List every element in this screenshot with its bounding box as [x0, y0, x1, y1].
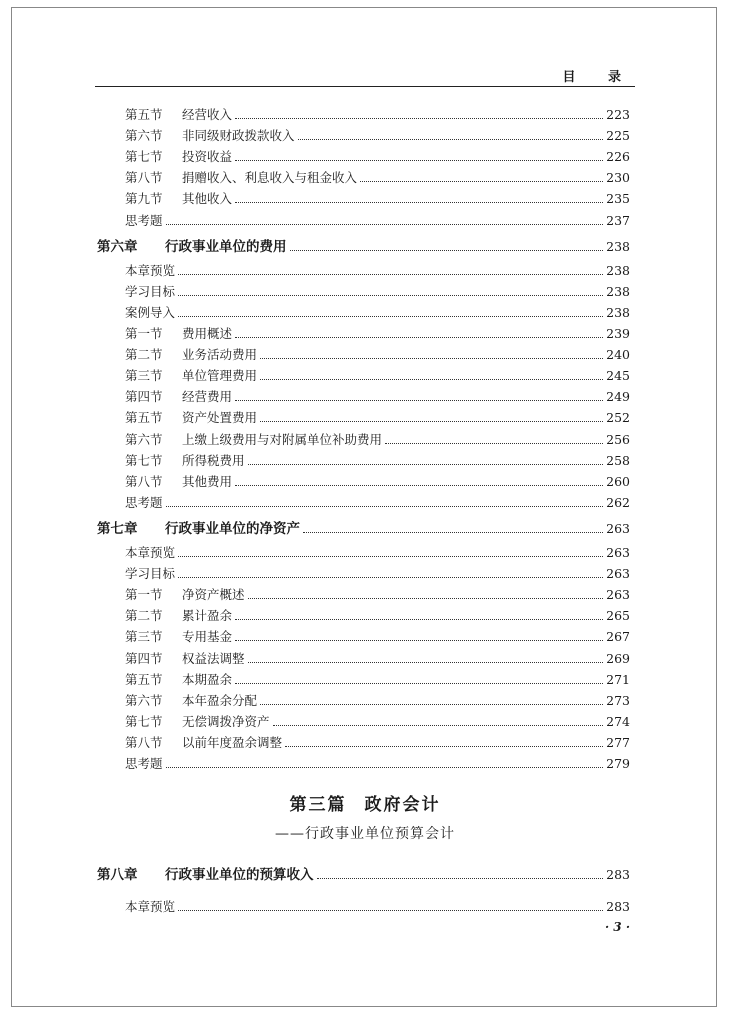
toc-dot-leader — [303, 532, 603, 533]
toc-entry-title: 其他费用 — [182, 473, 233, 489]
toc-chapter-row[interactable] — [97, 235, 630, 255]
toc-section-row[interactable] — [125, 670, 630, 688]
toc-entry-title: 以前年度盈余调整 — [182, 734, 283, 750]
toc-entry-page: 249 — [606, 389, 630, 405]
toc-entry-page: 238 — [606, 238, 630, 254]
toc-section-row[interactable] — [125, 451, 630, 469]
toc-entry-number: 第六章 — [97, 238, 138, 255]
header-rule — [95, 86, 635, 87]
toc-entry-number: 第九节 — [125, 191, 163, 207]
toc-entry-title: 本期盈余 — [182, 671, 233, 687]
toc-dot-leader — [178, 556, 603, 557]
toc-section-row[interactable] — [125, 345, 630, 363]
toc-entry-number: 第四节 — [125, 389, 163, 405]
toc-entry-title: 非同级财政拨款收入 — [182, 128, 295, 144]
toc-entry-title: 专用基金 — [182, 629, 233, 645]
toc-dot-leader — [235, 202, 603, 203]
toc-section-row[interactable] — [125, 472, 630, 490]
toc-dot-leader — [166, 506, 604, 507]
toc-entry-number: 第六节 — [125, 128, 163, 144]
toc-entry-page: 263 — [606, 566, 630, 582]
toc-section-row[interactable] — [125, 712, 630, 730]
toc-entry-title: 净资产概述 — [182, 587, 245, 603]
toc-entry-number: 第四节 — [125, 650, 163, 666]
toc-dot-leader — [235, 337, 603, 338]
toc-entry-number: 第八节 — [125, 734, 163, 750]
page-number: · 3 · — [604, 920, 630, 934]
toc-entry-page: 238 — [606, 304, 630, 320]
toc-entry-number: 第八节 — [125, 473, 163, 489]
toc-entry-title: 本章预览 — [125, 262, 176, 278]
toc-entry-page: 230 — [606, 170, 630, 186]
toc-entry-page: 279 — [606, 756, 630, 771]
toc-entry-title: 本年盈余分配 — [182, 692, 258, 708]
toc-entry-title: 权益法调整 — [182, 650, 245, 666]
toc-entry-title: 经营费用 — [182, 389, 233, 405]
toc-entry-title: 单位管理费用 — [182, 368, 258, 384]
toc-entry-page: 226 — [606, 149, 630, 165]
toc-entry-title: 经营收入 — [182, 107, 233, 122]
toc-section-row[interactable] — [125, 606, 630, 624]
toc-section-row[interactable] — [125, 303, 630, 321]
toc-entry-number: 第三节 — [125, 368, 163, 384]
toc-dot-leader — [248, 464, 604, 465]
toc-entry-page: 240 — [606, 347, 630, 363]
toc-entry-page: 237 — [606, 212, 630, 228]
toc-section-row[interactable] — [125, 324, 630, 342]
toc-entry-title: 本章预览 — [125, 545, 176, 560]
toc-section-row[interactable] — [125, 126, 630, 144]
toc-entry-title: 资产处置费用 — [182, 410, 258, 426]
toc-section-row[interactable] — [125, 211, 630, 229]
toc-entry-title: 其他收入 — [182, 191, 233, 207]
toc-section-row[interactable] — [125, 897, 630, 915]
toc-entry-page: 263 — [606, 587, 630, 603]
toc-section-row[interactable] — [125, 430, 630, 448]
toc-section-row[interactable] — [125, 585, 630, 603]
toc-section-row[interactable] — [125, 649, 630, 667]
toc-dot-leader — [178, 274, 603, 275]
toc-entry-page: 260 — [606, 473, 630, 489]
toc-dot-leader — [385, 443, 603, 444]
toc-entry-page: 263 — [606, 545, 630, 560]
toc-entry-page: 252 — [606, 410, 630, 426]
toc-entry-number: 第一节 — [125, 326, 163, 341]
toc-dot-leader — [290, 250, 604, 251]
toc-entry-number: 第五节 — [125, 671, 163, 687]
toc-entry-page: 277 — [606, 734, 630, 750]
toc-entry-number: 第二节 — [125, 608, 163, 624]
toc-entry-title: 学习目标 — [125, 283, 176, 299]
toc-entry-number: 第七节 — [125, 149, 163, 165]
toc-chapter-row[interactable] — [97, 517, 630, 537]
toc-dot-leader — [166, 767, 604, 768]
toc-entry-title: 捐赠收入、利息收入与租金收入 — [182, 170, 358, 186]
toc-dot-leader — [285, 746, 603, 747]
toc-entry-page: 238 — [606, 262, 630, 278]
toc-dot-leader — [178, 577, 603, 578]
toc-dot-leader — [260, 421, 603, 422]
toc-entry-title: 累计盈余 — [182, 608, 233, 624]
toc-dot-leader — [260, 358, 603, 359]
toc-section-row[interactable] — [125, 387, 630, 405]
toc-entry-number: 第八章 — [97, 867, 138, 883]
toc-entry-title: 无偿调拨净资产 — [182, 713, 270, 729]
toc-dot-leader — [298, 139, 604, 140]
toc-section-row[interactable] — [125, 189, 630, 207]
toc-entry-page: 225 — [606, 128, 630, 144]
toc-section-row[interactable] — [125, 627, 630, 645]
toc-entry-title: 费用概述 — [182, 326, 233, 341]
toc-dot-leader — [235, 160, 603, 161]
toc-entry-title: 行政事业单位的费用 — [165, 238, 287, 255]
part-label: 第三篇 — [289, 795, 347, 815]
toc-section-row[interactable] — [125, 691, 630, 709]
toc-entry-page: 258 — [606, 452, 630, 468]
toc-dot-leader — [166, 224, 604, 225]
toc-entry-number: 第三节 — [125, 629, 163, 645]
toc-entry-page: 262 — [606, 494, 630, 510]
toc-section-row[interactable] — [125, 147, 630, 165]
toc-entry-page: 245 — [606, 368, 630, 384]
toc-entry-page: 274 — [606, 713, 630, 729]
toc-entry-title: 案例导入 — [125, 304, 176, 320]
toc-entry-page: 283 — [606, 867, 630, 882]
toc-entry-page: 256 — [606, 431, 630, 447]
toc-dot-leader — [248, 662, 604, 663]
toc-entry-number: 第五节 — [125, 107, 163, 122]
toc-section-row[interactable] — [125, 261, 630, 279]
toc-entry-page: 239 — [606, 326, 630, 341]
toc-entry-page: 235 — [606, 191, 630, 207]
toc-dot-leader — [317, 878, 604, 879]
toc-section-row[interactable] — [125, 754, 630, 772]
toc-entry-number: 第六节 — [125, 431, 163, 447]
toc-dot-leader — [235, 683, 603, 684]
toc-entry-page: 263 — [606, 520, 630, 536]
toc-entry-title: 思考题 — [125, 494, 163, 510]
toc-entry-page: 267 — [606, 629, 630, 645]
toc-section-row[interactable] — [125, 105, 630, 123]
toc-dot-leader — [178, 316, 603, 317]
toc-entry-title: 行政事业单位的预算收入 — [165, 867, 314, 883]
toc-dot-leader — [235, 400, 603, 401]
toc-dot-leader — [235, 619, 603, 620]
toc-dot-leader — [178, 910, 603, 911]
toc-entry-number: 第七节 — [125, 452, 163, 468]
toc-entry-title: 思考题 — [125, 756, 163, 771]
toc-chapter-row[interactable] — [97, 863, 630, 883]
toc-dot-leader — [248, 598, 604, 599]
toc-entry-page: 265 — [606, 608, 630, 624]
toc-dot-leader — [260, 704, 603, 705]
toc-entry-number: 第二节 — [125, 347, 163, 363]
toc-entry-page: 269 — [606, 650, 630, 666]
toc-section-row[interactable] — [125, 564, 630, 582]
toc-entry-number: 第七节 — [125, 713, 163, 729]
toc-entry-title: 行政事业单位的净资产 — [165, 520, 300, 537]
toc-entry-number: 第六节 — [125, 692, 163, 708]
toc-section-row[interactable] — [125, 733, 630, 751]
header-title: 目 录 — [562, 70, 635, 85]
toc-dot-leader — [235, 485, 603, 486]
toc-entry-title: 本章预览 — [125, 899, 176, 914]
part-subtitle: ——行政事业单位预算会计 — [275, 826, 455, 842]
toc-entry-number: 第七章 — [97, 520, 138, 537]
toc-entry-number: 第一节 — [125, 587, 163, 603]
toc-entry-title: 学习目标 — [125, 566, 176, 582]
toc-entry-page: 271 — [606, 671, 630, 687]
toc-dot-leader — [273, 725, 604, 726]
toc-entry-page: 273 — [606, 692, 630, 708]
toc-section-row[interactable] — [125, 543, 630, 561]
toc-entry-number: 第五节 — [125, 410, 163, 426]
part-name: 政府会计 — [364, 795, 441, 815]
toc-section-row[interactable] — [125, 408, 630, 426]
toc-entry-number: 第八节 — [125, 170, 163, 186]
toc-section-row[interactable] — [125, 168, 630, 186]
toc-section-row[interactable] — [125, 366, 630, 384]
toc-entry-title: 所得税费用 — [182, 452, 245, 468]
toc-section-row[interactable] — [125, 282, 630, 300]
toc-dot-leader — [235, 640, 603, 641]
toc-dot-leader — [235, 118, 603, 119]
toc-section-row[interactable] — [125, 493, 630, 511]
toc-entry-title: 投资收益 — [182, 149, 233, 165]
toc-dot-leader — [260, 379, 603, 380]
toc-entry-page: 223 — [606, 107, 630, 122]
toc-entry-title: 上缴上级费用与对附属单位补助费用 — [182, 431, 383, 447]
toc-entry-title: 思考题 — [125, 212, 163, 228]
toc-entry-page: 238 — [606, 283, 630, 299]
toc-entry-page: 283 — [606, 899, 630, 914]
toc-entry-title: 业务活动费用 — [182, 347, 258, 363]
part-title — [0, 790, 730, 815]
toc-dot-leader — [360, 181, 603, 182]
toc-dot-leader — [178, 295, 603, 296]
